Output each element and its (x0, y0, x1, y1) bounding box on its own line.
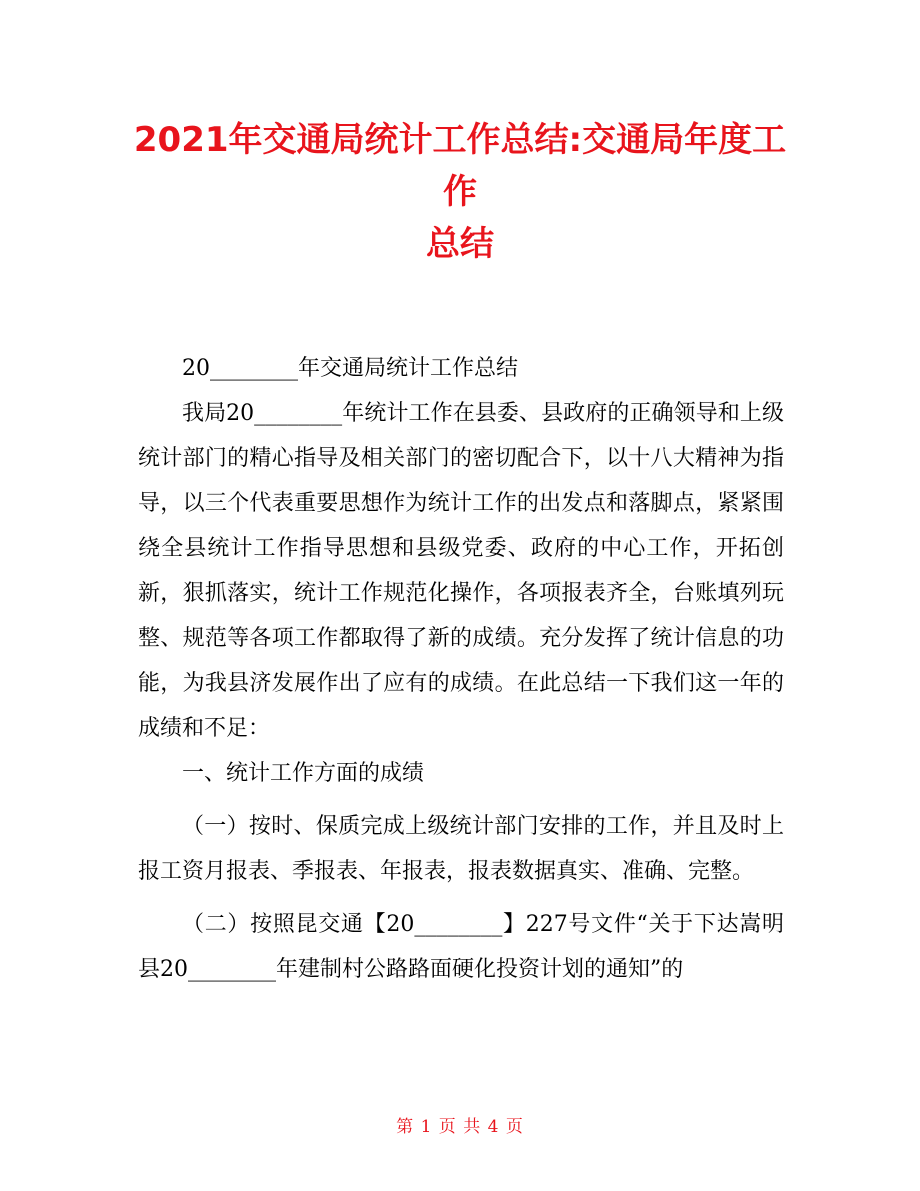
document-title (120, 114, 800, 270)
paragraph-heading: 20________年交通局统计工作总结 (182, 356, 518, 381)
title-line-2: 总结 (426, 224, 494, 264)
paragraph-item-2: （二）按照昆交通【20________】227号文件“关于下达嵩明县20________年建制村公路路面硬化投资计划的通知”的 (138, 912, 784, 982)
paragraph-intro: 我局20________年统计工作在县委、县政府的正确领导和上级统计部门的精心指导及相关部门的密切配合下，以十八大精神为指导，以三个代表重要思想作为统计工作的出发点和落脚点，紧紧围绕全县统计工作指导思想和县级党委、政府的中心工作，开拓创新，狠抓落实，统计工作规范化操作，各项报表齐全，台账填列玩整、规范等各项工作都取得了新的成绩。充分发挥了统计信息的功能，为我县济发展作出了应有的成绩。在此总结一下我们这一年的成绩和不足： (138, 401, 784, 741)
document-body (138, 346, 784, 992)
page-footer: 第 1 页 共 4 页 (396, 1117, 524, 1137)
title-line-1: 2021年交通局统计工作总结:交通局年度工作 (133, 120, 787, 212)
paragraph-item-1: （一）按时、保质完成上级统计部门安排的工作，并且及时上报工资月报表、季报表、年报表，报表数据真实、准确、完整。 (138, 814, 784, 884)
section-heading: 一、统计工作方面的成绩 (182, 761, 425, 786)
